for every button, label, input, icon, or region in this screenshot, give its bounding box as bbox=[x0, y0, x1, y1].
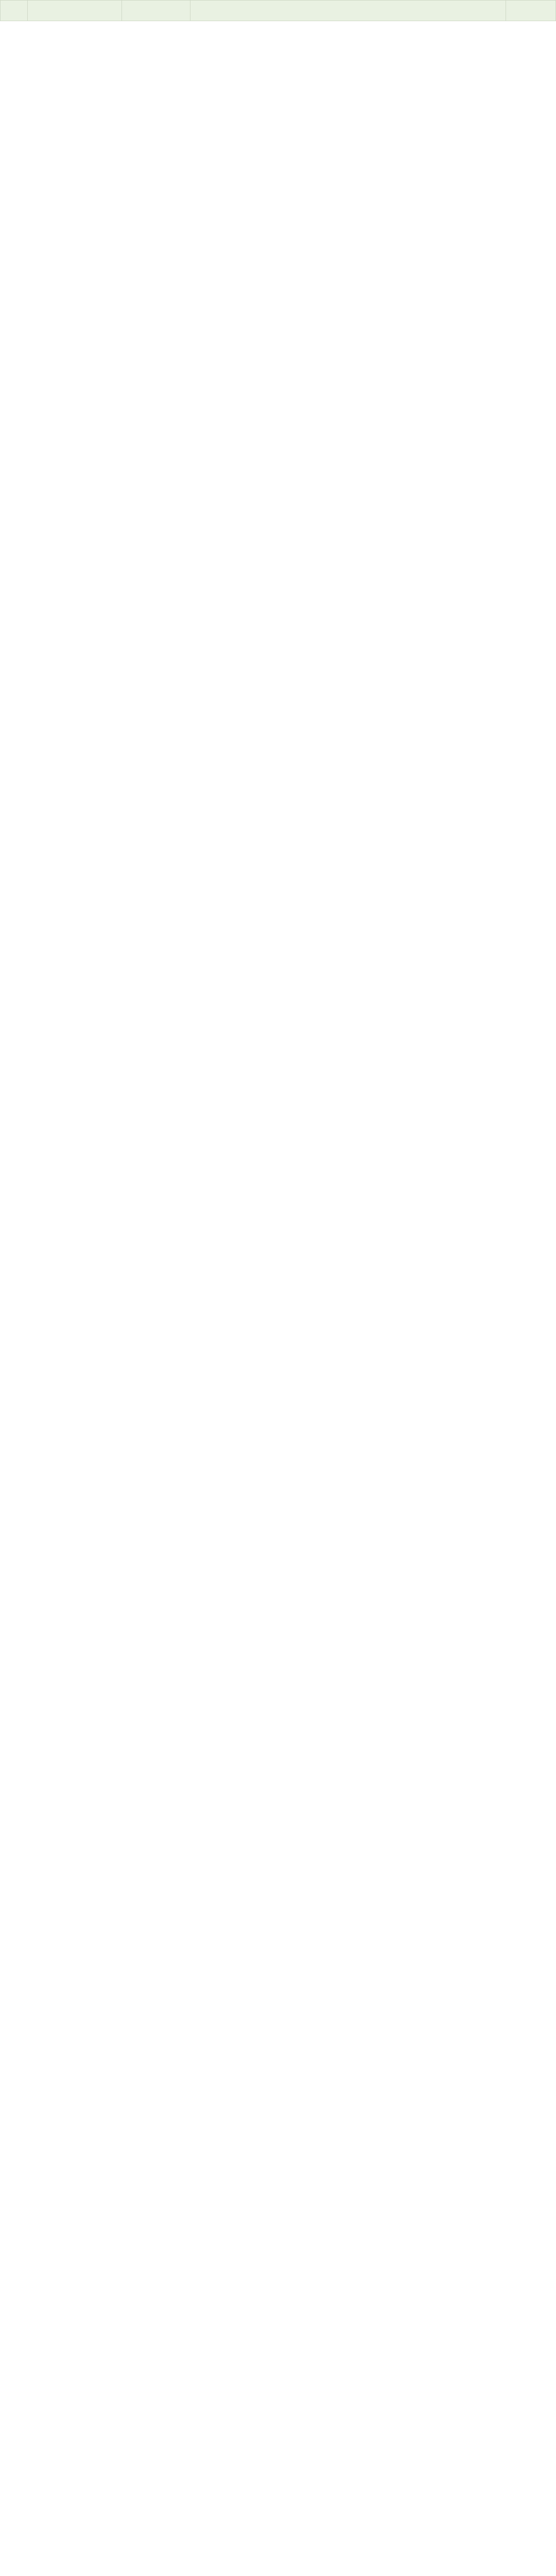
row-title bbox=[190, 1, 506, 21]
table-row bbox=[1, 1, 556, 21]
row-school bbox=[122, 1, 190, 21]
row-remark bbox=[506, 1, 556, 21]
row-authors bbox=[28, 1, 122, 21]
award-table bbox=[0, 0, 556, 21]
table-body bbox=[1, 1, 556, 21]
row-number bbox=[1, 1, 28, 21]
